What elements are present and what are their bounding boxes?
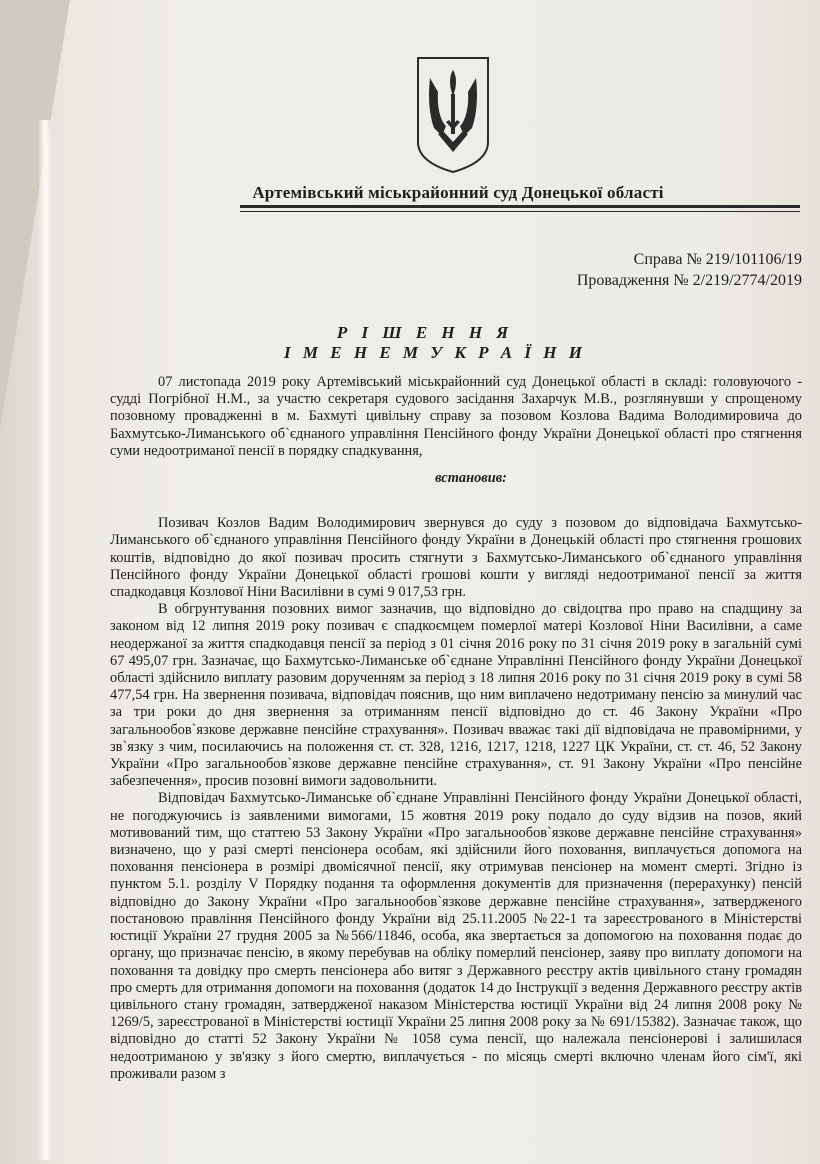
defendant-paragraph: Відповідач Бахмутсько-Лиманське об`єднане Управлінні Пенсійного фонду України Донецької області, не погоджуючись із заявленими вимогами, 15 жовтня 2019 року подало до суду відзив на позов, який мотивований тим, що статтею 53 Закону України «Про загальнообов`язкове державне пенсійне страхування» визначено, що у разі смерті пенсіонера особам, які здійснили його поховання, виплачується допомога на поховання пенсіонера в розмірі двомісячної пенсії, яку отримував пенсіонер на момент смерті. Згідно із пунктом 5.1. розділу V Порядку подання та оформлення документів для призначення (перерахунку) пенсій відповідно до Закону України «Про загальнообов`язкове державне пенсійне страхування», затвердженого постановою правління Пенсійного фонду України від 25.11.2005 №22-1 та зареєстрованого в Міністерстві юстиції України 27 грудня 2005 за №566/11846, особа, яка звертається за допомогою на поховання подає до органу, що призначає пенсію, в якому перебував на обліку померлий пенсіонер, заяву про виплату допомоги на поховання та довідку про смерть пенсіонера або витяг з Державного реєстру актів цивільного стану громадян про смерть для отримання допомоги на поховання (додаток 14 до Інструкції з ведення Державного реєстру актів цивільного стану громадян, затвердженої наказом Міністерства юстиції України від 24 липня 2008 року № 1269/5, зареєстрованої в Міністерстві юстиції України 25 липня 2008 року за № 691/15382). Зазначає також, що відповідно до статті 52 Закону України № 1058 сума пенсії, що належала пенсіонерові і залишилася недоотриманою у зв'язку з його смертю, виплачується - по місяць смерті включно членам його сім'ї, які проживали разом з [110,790,802,1082]
title-in-name-of-ukraine: І М Е Н Е М У К Р А Ї Н И [284,343,586,362]
header-rule-thick [240,205,800,208]
document-title [0,323,820,363]
document-body [110,374,802,1083]
trident-coat-of-arms-icon [416,56,490,174]
paper-edge-highlight [38,120,52,1160]
claim-paragraph: Позивач Козлов Вадим Володимирович звернувся до суду з позовом до відповідача Бахмутсько-Лиманського об`єднаного управління Пенсійного фонду України в Донецькій області про стягнення грошових коштів, відповідно до якої позивач просить стягнути з Бахмутсько-Лиманського об`єднаного управління Пенсійного фонду України Донецької області грошові кошти у вигляді недоотриманої пенсії за життя спадкодавця Козлової Ніни Василівни в сумі 9 017,53 грн. [110,515,802,601]
established-heading: встановив: [435,470,507,487]
folded-corner [0,0,70,430]
header-rule-thin [240,211,800,212]
title-decision: Р І Ш Е Н Н Я [336,323,514,342]
case-info [577,249,802,291]
case-number: Справа № 219/101106/19 [633,251,802,268]
grounds-paragraph: В обгрунтування позовних вимог зазначив, що відповідно до свідоцтва про право на спадщину за законом від 12 липня 2019 року позивач є спадкоємцем померлої матері Козлової Ніни Василівни, а саме неодержаної за життя спадкодавця пенсії за період з 01 січня 2016 року по 31 січня 2019 року в загальній сумі 67 495,07 грн. Зазначає, що Бахмутсько-Лиманське об`єднане Управлінні Пенсійного фонду України Донецької області здійснило виплату разовим дорученням за період з 18 липня 2016 року по 31 січня 2019 року в сумі 58 477,54 грн. На звернення позивача, відповідач пояснив, що ним виплачено недотриману пенсію за минулий час за три роки до дня звернення за отриманням пенсії відповідно до ст. 46 Закону України «Про загальнообов`язкове державне пенсійне страхування». Позивач вважає такі дії відповідача не правомірними, у зв`язку з чим, посилаючись на положення ст. ст. 328, 1216, 1217, 1218, 1227 ЦК України, ст. ст. 46, 52 Закону України «Про загальнообов`язкове державне пенсійне страхування», ст. 91 Закону України «Про пенсійне забезпечення», просив позовні вимоги задовольнити. [110,601,802,790]
proceeding-number: Провадження № 2/219/2774/2019 [576,272,802,289]
court-name: Артемівський міськрайонний суд Донецької області [252,183,664,202]
intro-paragraph: 07 листопада 2019 року Артемівський міськрайонний суд Донецької області в складі: головуючого - судді Погрібної Н.М., за участю секретаря судового засідання Захарчук М.В., розглянувши у спрощеному позовному провадженні в м. Бахмуті цивільну справу за позовом Козлова Вадима Володимировича до Бахмутсько-Лиманського об`єднаного управління Пенсійного фонду України Донецької області про стягнення суми недоотриманої пенсії в порядку спадкування, [110,374,802,459]
